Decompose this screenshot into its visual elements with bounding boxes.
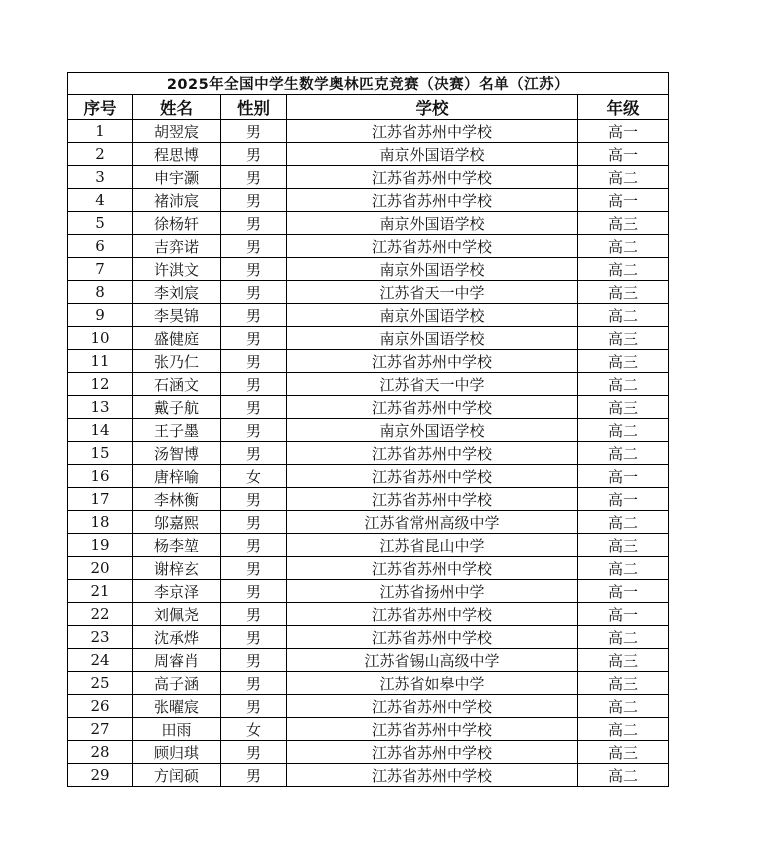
table-row [68,442,669,465]
cell-grade: 高一 [578,120,669,143]
cell-school: 江苏省苏州中学校 [287,235,578,258]
table-row [68,235,669,258]
cell-school: 南京外国语学校 [287,258,578,281]
table-row [68,350,669,373]
header-name: 姓名 [133,95,221,120]
cell-name: 沈承烨 [133,626,221,649]
cell-name: 胡翌宸 [133,120,221,143]
cell-index: 26 [68,695,133,718]
cell-index: 23 [68,626,133,649]
cell-name: 王子墨 [133,419,221,442]
cell-index: 12 [68,373,133,396]
cell-name: 李林衡 [133,488,221,511]
table-row [68,534,669,557]
cell-name: 程思博 [133,143,221,166]
cell-gender: 男 [221,350,287,373]
cell-school: 江苏省苏州中学校 [287,166,578,189]
cell-school: 南京外国语学校 [287,419,578,442]
cell-name: 许淇文 [133,258,221,281]
cell-grade: 高三 [578,534,669,557]
cell-name: 周睿肖 [133,649,221,672]
cell-grade: 高三 [578,212,669,235]
cell-gender: 男 [221,557,287,580]
cell-school: 江苏省常州高级中学 [287,511,578,534]
cell-index: 5 [68,212,133,235]
cell-gender: 男 [221,166,287,189]
table-row [68,672,669,695]
cell-index: 13 [68,396,133,419]
cell-name: 吉弈诺 [133,235,221,258]
cell-name: 张曜宸 [133,695,221,718]
cell-gender: 男 [221,695,287,718]
cell-index: 21 [68,580,133,603]
header-grade: 年级 [578,95,669,120]
cell-school: 江苏省苏州中学校 [287,718,578,741]
cell-gender: 男 [221,304,287,327]
cell-grade: 高一 [578,488,669,511]
cell-name: 石涵文 [133,373,221,396]
cell-school: 江苏省锡山高级中学 [287,649,578,672]
cell-school: 江苏省苏州中学校 [287,396,578,419]
cell-name: 申宇灏 [133,166,221,189]
cell-school: 南京外国语学校 [287,212,578,235]
cell-name: 张乃仁 [133,350,221,373]
cell-grade: 高一 [578,465,669,488]
cell-gender: 男 [221,764,287,787]
cell-index: 9 [68,304,133,327]
cell-name: 田雨 [133,718,221,741]
cell-gender: 男 [221,672,287,695]
cell-index: 10 [68,327,133,350]
table-row [68,603,669,626]
table-row [68,764,669,787]
table-body [68,120,669,787]
cell-school: 江苏省天一中学 [287,281,578,304]
cell-name: 刘佩尧 [133,603,221,626]
cell-grade: 高一 [578,580,669,603]
table-row [68,120,669,143]
cell-grade: 高二 [578,442,669,465]
cell-school: 江苏省昆山中学 [287,534,578,557]
cell-grade: 高二 [578,166,669,189]
cell-school: 江苏省扬州中学 [287,580,578,603]
table-row [68,557,669,580]
cell-school: 江苏省苏州中学校 [287,603,578,626]
cell-name: 顾归琪 [133,741,221,764]
cell-gender: 男 [221,442,287,465]
cell-index: 22 [68,603,133,626]
header-index: 序号 [68,95,133,120]
cell-gender: 男 [221,281,287,304]
cell-gender: 男 [221,580,287,603]
cell-school: 江苏省苏州中学校 [287,189,578,212]
table-row [68,649,669,672]
cell-grade: 高二 [578,304,669,327]
table-row [68,212,669,235]
table-row [68,488,669,511]
cell-gender: 男 [221,235,287,258]
cell-school: 江苏省如皋中学 [287,672,578,695]
table-row [68,465,669,488]
cell-gender: 男 [221,626,287,649]
cell-index: 19 [68,534,133,557]
cell-school: 江苏省苏州中学校 [287,741,578,764]
cell-index: 28 [68,741,133,764]
cell-school: 江苏省苏州中学校 [287,488,578,511]
cell-school: 南京外国语学校 [287,304,578,327]
cell-name: 邬嘉熙 [133,511,221,534]
cell-gender: 男 [221,258,287,281]
cell-grade: 高三 [578,350,669,373]
cell-name: 戴子航 [133,396,221,419]
cell-name: 方闰硕 [133,764,221,787]
cell-gender: 男 [221,419,287,442]
cell-school: 江苏省苏州中学校 [287,442,578,465]
cell-grade: 高二 [578,419,669,442]
table-row [68,258,669,281]
cell-index: 24 [68,649,133,672]
cell-grade: 高一 [578,189,669,212]
cell-grade: 高三 [578,327,669,350]
cell-grade: 高三 [578,649,669,672]
cell-name: 褚沛宸 [133,189,221,212]
cell-school: 南京外国语学校 [287,327,578,350]
cell-school: 江苏省苏州中学校 [287,465,578,488]
cell-gender: 男 [221,120,287,143]
table-row [68,511,669,534]
cell-gender: 男 [221,327,287,350]
cell-index: 15 [68,442,133,465]
cell-school: 江苏省苏州中学校 [287,120,578,143]
cell-grade: 高二 [578,718,669,741]
cell-grade: 高二 [578,764,669,787]
cell-grade: 高三 [578,396,669,419]
cell-index: 4 [68,189,133,212]
table-row [68,143,669,166]
cell-index: 8 [68,281,133,304]
cell-gender: 女 [221,465,287,488]
cell-grade: 高三 [578,281,669,304]
cell-index: 18 [68,511,133,534]
roster-sheet [67,72,668,787]
cell-gender: 男 [221,373,287,396]
cell-name: 李京泽 [133,580,221,603]
cell-grade: 高三 [578,741,669,764]
table-row [68,419,669,442]
cell-index: 16 [68,465,133,488]
cell-index: 27 [68,718,133,741]
table-row [68,741,669,764]
cell-name: 李昊锦 [133,304,221,327]
cell-grade: 高二 [578,373,669,396]
table-row [68,281,669,304]
cell-name: 杨李堃 [133,534,221,557]
cell-grade: 高二 [578,235,669,258]
table-row [68,166,669,189]
cell-school: 江苏省苏州中学校 [287,626,578,649]
cell-name: 汤智博 [133,442,221,465]
cell-name: 唐梓喻 [133,465,221,488]
cell-gender: 女 [221,718,287,741]
cell-gender: 男 [221,488,287,511]
cell-grade: 高二 [578,511,669,534]
cell-grade: 高三 [578,672,669,695]
cell-gender: 男 [221,741,287,764]
cell-index: 14 [68,419,133,442]
cell-gender: 男 [221,189,287,212]
table-row [68,718,669,741]
cell-index: 25 [68,672,133,695]
cell-name: 高子涵 [133,672,221,695]
cell-school: 江苏省苏州中学校 [287,557,578,580]
cell-index: 6 [68,235,133,258]
table-row [68,580,669,603]
cell-index: 2 [68,143,133,166]
cell-gender: 男 [221,603,287,626]
header-gender: 性别 [221,95,287,120]
cell-gender: 男 [221,212,287,235]
cell-name: 李刘宸 [133,281,221,304]
table-row [68,304,669,327]
cell-school: 江苏省苏州中学校 [287,695,578,718]
cell-index: 11 [68,350,133,373]
cell-name: 谢梓玄 [133,557,221,580]
cell-school: 南京外国语学校 [287,143,578,166]
header-row [68,95,669,120]
cell-index: 3 [68,166,133,189]
cell-name: 徐杨轩 [133,212,221,235]
header-school: 学校 [287,95,578,120]
cell-school: 江苏省苏州中学校 [287,350,578,373]
cell-grade: 高二 [578,695,669,718]
cell-index: 29 [68,764,133,787]
cell-grade: 高二 [578,626,669,649]
table-row [68,373,669,396]
cell-grade: 高一 [578,143,669,166]
table-title: 2025年全国中学生数学奥林匹克竞赛（决赛）名单（江苏） [68,73,669,95]
roster-table [67,72,669,787]
cell-grade: 高二 [578,557,669,580]
table-row [68,695,669,718]
table-row [68,189,669,212]
cell-index: 20 [68,557,133,580]
table-row [68,396,669,419]
cell-gender: 男 [221,396,287,419]
table-row [68,626,669,649]
cell-gender: 男 [221,511,287,534]
cell-name: 盛健庭 [133,327,221,350]
cell-school: 江苏省天一中学 [287,373,578,396]
cell-index: 17 [68,488,133,511]
cell-grade: 高一 [578,603,669,626]
cell-index: 1 [68,120,133,143]
cell-gender: 男 [221,534,287,557]
table-row [68,327,669,350]
cell-index: 7 [68,258,133,281]
cell-gender: 男 [221,649,287,672]
cell-gender: 男 [221,143,287,166]
cell-school: 江苏省苏州中学校 [287,764,578,787]
cell-grade: 高二 [578,258,669,281]
